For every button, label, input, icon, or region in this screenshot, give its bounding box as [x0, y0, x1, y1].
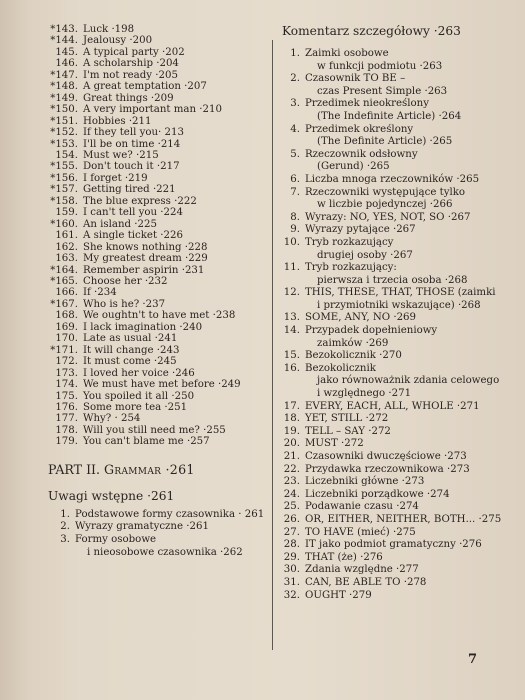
lesson-title: I loved her voice ·246: [83, 367, 195, 379]
lesson-number: *160.: [50, 218, 78, 230]
komentarz-list: [278, 48, 508, 602]
item-line: Liczebniki główne ·273: [305, 476, 425, 488]
lesson-number: 174.: [55, 379, 78, 391]
lesson-entry: [42, 345, 264, 356]
lesson-entry: [42, 276, 264, 287]
item-number: 20.: [283, 438, 300, 450]
lesson-title: A scholarship ·204: [83, 58, 179, 70]
item-number: 17.: [283, 400, 300, 412]
lesson-entry: [42, 230, 264, 241]
item-line: Czasownik TO BE –: [305, 73, 406, 85]
lesson-title: Hobbies ·211: [83, 115, 152, 127]
lesson-number: 170.: [55, 333, 78, 345]
komentarz-item: [278, 262, 508, 287]
item-line: Liczebniki porządkowe ·274: [305, 488, 450, 500]
item-number: 7.: [290, 186, 300, 198]
item-text: [305, 564, 508, 577]
item-number: 1.: [60, 508, 70, 520]
komentarz-item: [278, 514, 508, 527]
item-number: 22.: [283, 463, 300, 475]
lesson-entry: [42, 391, 264, 402]
item-number: 2.: [60, 521, 70, 533]
item-line: THIS, THESE, THAT, THOSE (zaimki: [305, 287, 496, 299]
lesson-entry: [42, 265, 264, 276]
item-line: Liczba mnoga rzeczowników ·265: [305, 173, 480, 185]
komentarz-item: [278, 539, 508, 552]
lesson-number: 173.: [55, 367, 78, 379]
item-line: OR, EITHER, NEITHER, BOTH... ·275: [305, 513, 502, 525]
item-number: 15.: [283, 350, 300, 362]
komentarz-item: [278, 73, 508, 98]
item-line: czas Present Simple ·263: [317, 85, 448, 97]
item-text: [305, 212, 508, 225]
komentarz-item: [278, 401, 508, 414]
lesson-title: I forget ·219: [83, 172, 148, 184]
lesson-title: It will change ·243: [83, 344, 180, 356]
lesson-title: Jealousy ·200: [83, 35, 153, 47]
item-line: Podawanie czasu ·274: [305, 501, 419, 513]
lesson-title: We must have met before ·249: [83, 379, 241, 391]
item-text: [305, 124, 508, 149]
item-line: Przedimek określony: [305, 123, 414, 135]
item-text: [75, 509, 264, 522]
lesson-number: 146.: [55, 58, 78, 70]
lesson-number: 161.: [55, 230, 78, 242]
lesson-entry: [42, 127, 264, 138]
lesson-entry: [42, 413, 264, 424]
lesson-title: The blue express ·222: [83, 195, 197, 207]
left-column: [42, 24, 264, 559]
lesson-number: *157.: [50, 184, 78, 196]
item-line: pierwsza i trzecia osoba ·268: [317, 274, 468, 286]
lesson-number: *155.: [50, 161, 78, 173]
item-text: [305, 325, 508, 350]
item-text: [305, 514, 508, 527]
lesson-entry: [42, 93, 264, 104]
item-line: i względnego ·271: [317, 388, 412, 400]
item-line: Wyrazy gramatyczne ·261: [75, 521, 209, 533]
lesson-number: *171.: [50, 344, 78, 356]
komentarz-item: [278, 98, 508, 123]
item-text: [305, 426, 508, 439]
lesson-entry: [42, 184, 264, 195]
part-heading: [48, 462, 264, 477]
item-line: Rzeczownik odsłowny: [305, 148, 418, 160]
lesson-title: If they tell you· 213: [83, 127, 184, 139]
item-number: 26.: [283, 513, 300, 525]
komentarz-item: [278, 590, 508, 603]
item-number: 6.: [290, 173, 300, 185]
komentarz-item: [278, 489, 508, 502]
lesson-number: *144.: [50, 35, 78, 47]
lesson-title: I'll be on time ·214: [83, 138, 181, 150]
lesson-entry: [42, 81, 264, 92]
item-text: [305, 476, 508, 489]
item-line: Tryb rozkazujący: [305, 236, 394, 248]
item-number: 5.: [290, 148, 300, 160]
lesson-number: *167.: [50, 298, 78, 310]
item-number: 8.: [290, 211, 300, 223]
komentarz-item: [278, 287, 508, 312]
item-text: [75, 534, 264, 559]
lesson-entry: [42, 356, 264, 367]
lesson-title: You spoiled it all ·250: [83, 390, 195, 402]
item-number: 12.: [283, 287, 300, 299]
lesson-entry: [42, 436, 264, 447]
item-text: [305, 224, 508, 237]
item-line: (Gerund) ·265: [317, 161, 390, 173]
item-text: [305, 363, 508, 401]
lesson-title: Remember aspirin ·231: [83, 264, 205, 276]
lesson-entry: [42, 322, 264, 333]
item-text: [305, 577, 508, 590]
komentarz-item: [278, 124, 508, 149]
lesson-number: *165.: [50, 275, 78, 287]
item-number: 10.: [283, 236, 300, 248]
lesson-title: A very important man ·210: [83, 104, 222, 116]
lesson-title: Choose her ·232: [83, 275, 168, 287]
uwagi-item: [42, 509, 264, 522]
lesson-entry: [42, 287, 264, 298]
item-text: [305, 149, 508, 174]
item-line: Tryb rozkazujący:: [305, 262, 397, 274]
lesson-entry: [42, 161, 264, 172]
lesson-number: 163.: [55, 253, 78, 265]
lesson-title: My greatest dream ·229: [83, 253, 208, 265]
komentarz-item: [278, 552, 508, 565]
item-number: 27.: [283, 526, 300, 538]
item-number: 19.: [283, 425, 300, 437]
lesson-entry: [42, 379, 264, 390]
komentarz-heading: Komentarz szczegółowy ·263: [282, 24, 461, 38]
lesson-entry: [42, 402, 264, 413]
part-title: Grammar ·261: [104, 461, 195, 477]
item-number: 24.: [283, 488, 300, 500]
lesson-title: We oughtn't to have met ·238: [83, 310, 236, 322]
lesson-number: *150.: [50, 104, 78, 116]
lesson-number: 179.: [55, 436, 78, 448]
lesson-number: *148.: [50, 81, 78, 93]
item-text: [305, 552, 508, 565]
lesson-entry: [42, 219, 264, 230]
lesson-number: 178.: [55, 424, 78, 436]
item-line: Formy osobowe: [75, 533, 157, 545]
uwagi-heading: Uwagi wstępne ·261: [48, 488, 175, 503]
uwagi-item: [42, 521, 264, 534]
item-line: TO HAVE (mieć) ·275: [305, 526, 416, 538]
lesson-title: A single ticket ·226: [83, 230, 183, 242]
lesson-number: *143.: [50, 24, 78, 35]
item-number: 9.: [290, 224, 300, 236]
item-line: Podstawowe formy czasownika · 261: [75, 508, 265, 520]
lesson-title: I lack imagination ·240: [83, 321, 203, 333]
lesson-number: *151.: [50, 115, 78, 127]
lesson-number: 166.: [55, 287, 78, 299]
komentarz-item: [278, 212, 508, 225]
item-line: IT jako podmiot gramatyczny ·276: [305, 539, 482, 551]
lesson-number: *147.: [50, 69, 78, 81]
item-line: i przymiotniki wskazujące) ·268: [317, 299, 481, 311]
lesson-title: Why? · 254: [83, 413, 141, 425]
item-line: Zdania względne ·277: [305, 564, 419, 576]
lesson-number: 162.: [55, 241, 78, 253]
lesson-entry: [42, 58, 264, 69]
lesson-title: Getting tired ·221: [83, 184, 176, 196]
lesson-number: 154.: [55, 149, 78, 161]
lesson-title: Will you still need me? ·255: [83, 424, 226, 436]
lesson-number: *152.: [50, 127, 78, 139]
komentarz-item: [278, 363, 508, 401]
item-line: Przydawka rzeczownikowa ·273: [305, 463, 470, 475]
komentarz-item: [278, 187, 508, 212]
item-number: 3.: [290, 98, 300, 110]
item-number: 30.: [283, 564, 300, 576]
lesson-number: 168.: [55, 310, 78, 322]
komentarz-item: [278, 325, 508, 350]
item-number: 21.: [283, 451, 300, 462]
lesson-title: Luck ·198: [83, 24, 135, 35]
lesson-title: I'm not ready ·205: [83, 69, 178, 81]
item-line: OUGHT ·279: [305, 589, 372, 601]
item-line: (The Definite Article) ·265: [317, 136, 453, 148]
item-line: zaimków ·269: [317, 337, 389, 349]
item-number: 32.: [283, 589, 300, 601]
lesson-entry: [42, 242, 264, 253]
lesson-entry: [42, 104, 264, 115]
komentarz-item: [278, 564, 508, 577]
item-line: Rzeczowniki występujące tylko: [305, 186, 466, 198]
lesson-entry: [42, 116, 264, 127]
item-number: 23.: [283, 476, 300, 488]
right-column: [278, 24, 508, 602]
komentarz-item: [278, 451, 508, 464]
item-line: Bezokolicznik: [305, 362, 376, 374]
item-text: [305, 237, 508, 262]
item-line: CAN, BE ABLE TO ·278: [305, 576, 427, 588]
item-number: 3.: [60, 533, 70, 545]
komentarz-item: [278, 48, 508, 73]
item-line: THAT (że) ·276: [305, 551, 383, 563]
lesson-entry: [42, 425, 264, 436]
item-line: Bezokolicznik ·270: [305, 350, 402, 362]
lesson-title: She knows nothing ·228: [83, 241, 208, 253]
komentarz-item: [278, 426, 508, 439]
lesson-list: [42, 24, 264, 448]
item-number: 14.: [283, 325, 300, 337]
item-number: 25.: [283, 501, 300, 513]
item-number: 1.: [290, 48, 300, 59]
column-divider: [272, 40, 273, 650]
item-text: [305, 401, 508, 414]
lesson-entry: [42, 207, 264, 218]
lesson-entry: [42, 24, 264, 35]
komentarz-item: [278, 350, 508, 363]
item-text: [305, 413, 508, 426]
item-line: TELL – SAY ·272: [305, 425, 391, 437]
item-number: 11.: [283, 262, 300, 274]
item-number: 16.: [283, 362, 300, 374]
item-number: 18.: [283, 413, 300, 425]
item-text: [305, 489, 508, 502]
komentarz-item: [278, 149, 508, 174]
item-number: 28.: [283, 539, 300, 551]
item-line: drugiej osoby ·267: [317, 249, 413, 261]
lesson-entry: [42, 368, 264, 379]
lesson-entry: [42, 299, 264, 310]
lesson-title: If ·234: [83, 287, 117, 299]
item-text: [305, 438, 508, 451]
lesson-title: I can't tell you ·224: [83, 207, 183, 219]
item-number: 2.: [290, 73, 300, 85]
komentarz-item: [278, 527, 508, 540]
item-line: YET, STILL ·272: [305, 413, 389, 425]
lesson-entry: [42, 139, 264, 150]
item-text: [305, 527, 508, 540]
komentarz-item: [278, 464, 508, 477]
item-line: Czasowniki dwuczęściowe ·273: [305, 451, 467, 462]
lesson-entry: [42, 70, 264, 81]
item-line: Zaimki osobowe: [305, 48, 389, 59]
lesson-entry: [42, 333, 264, 344]
item-line: (The Indefinite Article) ·264: [317, 110, 462, 122]
item-text: [305, 350, 508, 363]
item-text: [305, 501, 508, 514]
item-line: Przypadek dopełnieniowy: [305, 325, 438, 337]
item-line: i nieosobowe czasownika ·262: [87, 546, 243, 558]
komentarz-item: [278, 237, 508, 262]
item-line: EVERY, EACH, ALL, WHOLE ·271: [305, 400, 480, 412]
lesson-title: Great things ·209: [83, 92, 174, 104]
uwagi-list: [42, 509, 264, 559]
lesson-title: Don't touch it ·217: [83, 161, 180, 173]
item-text: [305, 312, 508, 325]
lesson-number: 176.: [55, 401, 78, 413]
lesson-number: *158.: [50, 195, 78, 207]
item-line: MUST ·272: [305, 438, 364, 450]
item-text: [305, 98, 508, 123]
lesson-number: 169.: [55, 321, 78, 333]
komentarz-item: [278, 476, 508, 489]
item-text: [305, 187, 508, 212]
item-line: w funkcji podmiotu ·263: [317, 60, 443, 72]
komentarz-item: [278, 413, 508, 426]
item-number: 31.: [283, 576, 300, 588]
item-line: SOME, ANY, NO ·269: [305, 312, 417, 324]
item-line: Wyrazy: NO, YES, NOT, SO ·267: [305, 211, 471, 223]
item-line: Przedimek nieokreślony: [305, 98, 429, 110]
lesson-title: It must come ·245: [83, 356, 177, 368]
item-text: [305, 464, 508, 477]
lesson-number: 159.: [55, 207, 78, 219]
lesson-number: 175.: [55, 390, 78, 402]
lesson-number: *149.: [50, 92, 78, 104]
lesson-number: 177.: [55, 413, 78, 425]
lesson-title: A typical party ·202: [83, 46, 185, 58]
komentarz-item: [278, 438, 508, 451]
komentarz-item: [278, 224, 508, 237]
lesson-entry: [42, 173, 264, 184]
item-text: [305, 174, 508, 187]
item-text: [75, 521, 264, 534]
lesson-entry: [42, 35, 264, 46]
lesson-number: *156.: [50, 172, 78, 184]
lesson-entry: [42, 150, 264, 161]
lesson-number: 145.: [55, 46, 78, 58]
item-number: 29.: [283, 551, 300, 563]
item-text: [305, 73, 508, 98]
lesson-entry: [42, 196, 264, 207]
lesson-title: An island ·225: [83, 218, 157, 230]
lesson-entry: [42, 310, 264, 321]
item-text: [305, 590, 508, 603]
lesson-title: Must we? ·215: [83, 149, 159, 161]
komentarz-item: [278, 174, 508, 187]
komentarz-item: [278, 577, 508, 590]
item-text: [305, 287, 508, 312]
item-text: [305, 262, 508, 287]
item-number: 4.: [290, 123, 300, 135]
item-text: [305, 451, 508, 464]
item-line: jako równoważnik zdania celowego: [317, 375, 500, 387]
lesson-entry: [42, 47, 264, 58]
lesson-title: Who is he? ·237: [83, 298, 166, 310]
lesson-number: *153.: [50, 138, 78, 150]
lesson-title: Some more tea ·251: [83, 401, 188, 413]
page-number: 7: [468, 652, 478, 667]
item-line: Wyrazy pytające ·267: [305, 224, 416, 236]
lesson-title: You can't blame me ·257: [83, 436, 210, 448]
uwagi-item: [42, 534, 264, 559]
komentarz-item: [278, 501, 508, 514]
lesson-entry: [42, 253, 264, 264]
part-prefix: PART II.: [48, 461, 101, 477]
lesson-title: Late as usual ·241: [83, 333, 178, 345]
item-number: 13.: [283, 312, 300, 324]
lesson-title: A great temptation ·207: [83, 81, 207, 93]
item-text: [305, 48, 508, 73]
item-line: w liczbie pojedynczej ·266: [317, 199, 453, 211]
item-text: [305, 539, 508, 552]
lesson-number: 172.: [55, 356, 78, 368]
lesson-number: *164.: [50, 264, 78, 276]
komentarz-item: [278, 312, 508, 325]
